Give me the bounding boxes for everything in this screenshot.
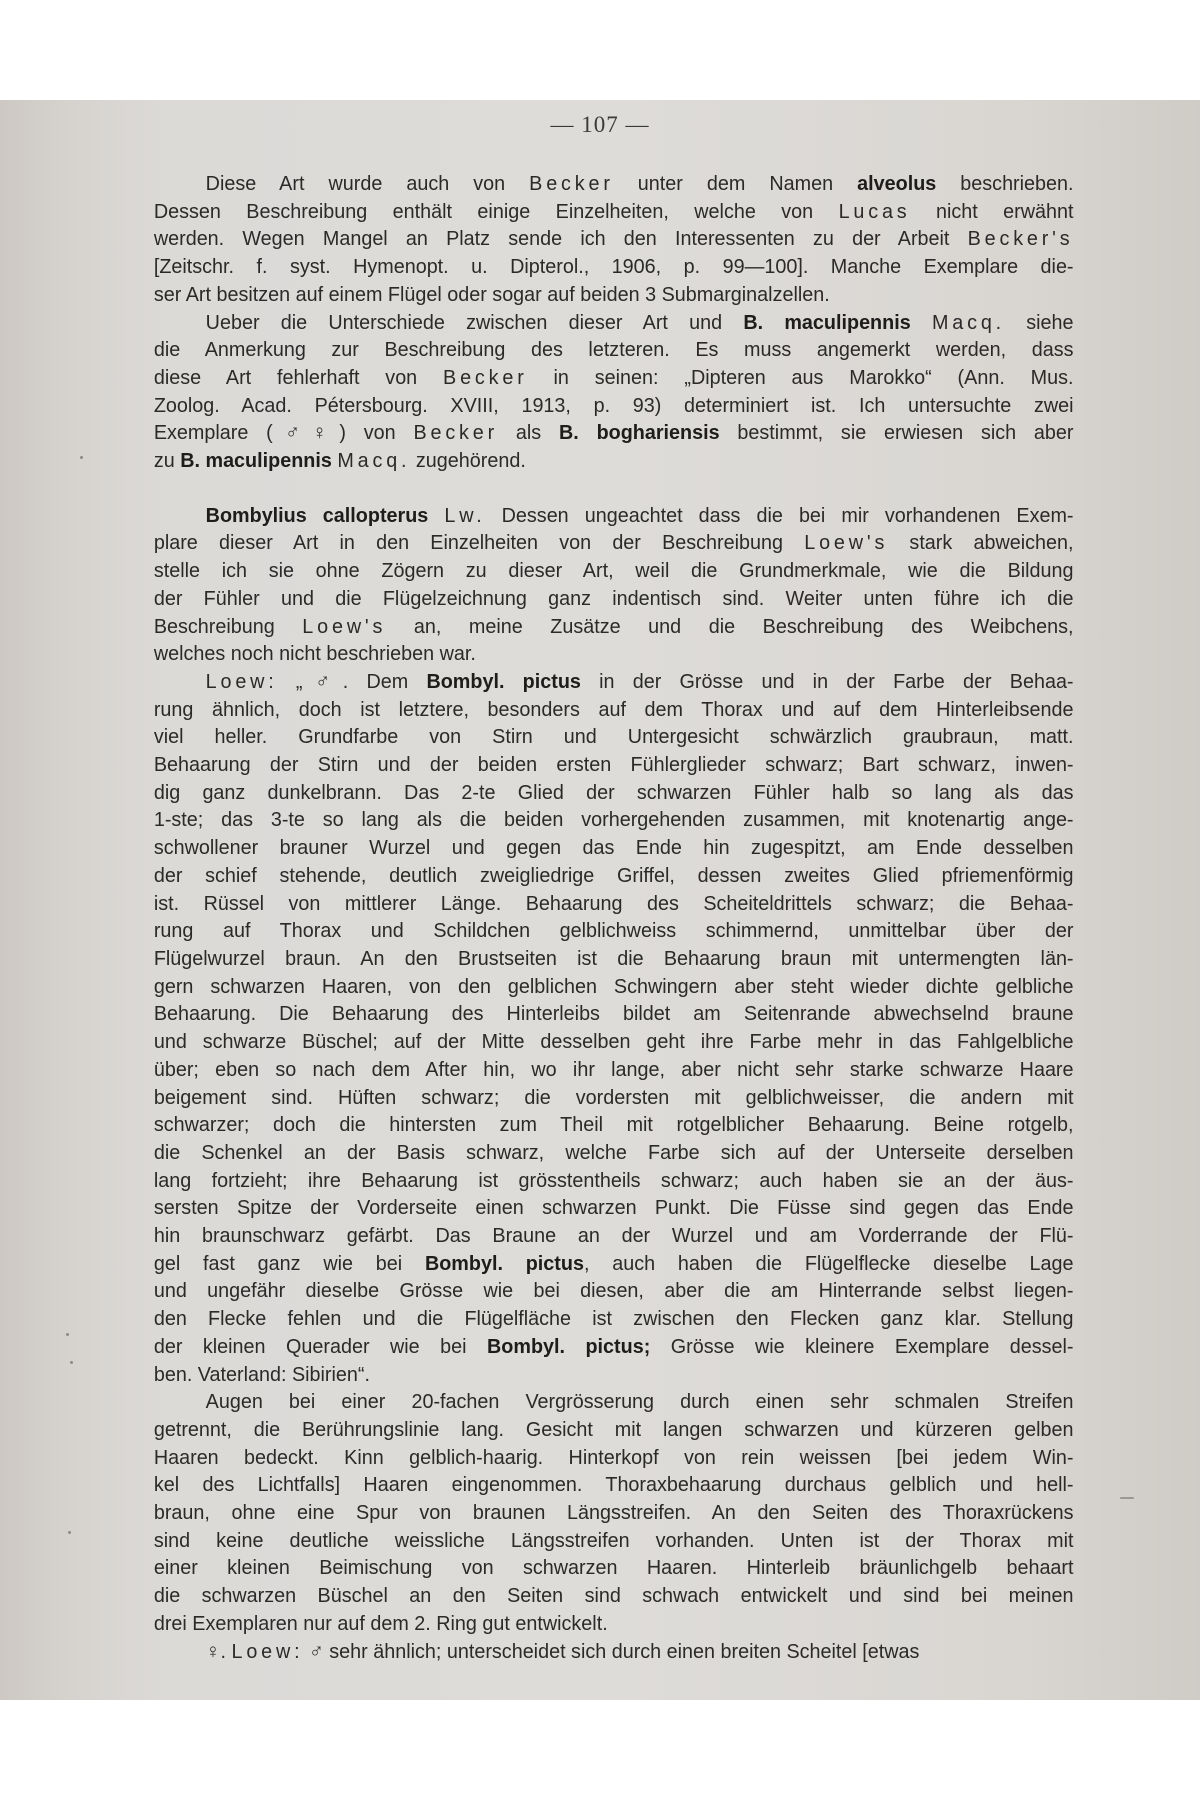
text-line bbox=[102, 1056, 1074, 1084]
text-run: beschrieben. bbox=[936, 172, 1074, 195]
author-name: Macq. bbox=[931, 310, 1005, 334]
text-run: schwarzer; doch die hintersten zum Theil mit rotgelblicher Behaarung. Beine rotgelb, bbox=[153, 1113, 1074, 1137]
text-line bbox=[102, 640, 1074, 668]
text-run: plare dieser Art in den Einzelheiten von der Beschreibung bbox=[153, 531, 805, 555]
text-line bbox=[102, 1222, 1074, 1250]
text-run: der Fühler und die Flügelzeichnung ganz indentisch sind. Weiter unten führe ich die bbox=[153, 586, 1074, 610]
text-run: lang fortzieht; ihre Behaarung ist grösstentheils schwarz; auch haben sie an der äus- bbox=[153, 1168, 1074, 1192]
author-name: Loew: bbox=[231, 1639, 304, 1663]
text-run: Diese Art wurde auch von bbox=[205, 172, 530, 195]
text-run: Augen bei einer 20-fachen Vergrösserung durch einen sehr schmalen Streifen bbox=[205, 1390, 1074, 1414]
text-line bbox=[102, 1610, 1074, 1638]
text-run: Grösse wie kleinere Exemplare dessel- bbox=[650, 1334, 1074, 1358]
author-name: Loew's bbox=[804, 531, 889, 555]
text-run: zu bbox=[153, 449, 181, 473]
text-line bbox=[102, 1277, 1074, 1305]
text-line bbox=[102, 613, 1074, 641]
author-name: Macq. bbox=[337, 449, 411, 473]
text-line bbox=[102, 1194, 1074, 1222]
text-line bbox=[102, 502, 1074, 530]
text-run: ♀. bbox=[205, 1639, 232, 1663]
text-run: Behaarung der Stirn und der beiden ersten Fühlerglieder schwarz; Bart schwarz, inwen- bbox=[153, 753, 1074, 777]
text-run: den Flecke fehlen und die Flügelfläche ist zwischen den Flecken ganz klar. Stellung bbox=[153, 1307, 1074, 1331]
text-line bbox=[102, 198, 1074, 226]
text-line bbox=[102, 1361, 1074, 1389]
text-line bbox=[102, 945, 1074, 973]
text-run: braun, ohne eine Spur von braunen Längsstreifen. An den Seiten des Thoraxrückens bbox=[153, 1501, 1074, 1525]
author-name: Lw. bbox=[444, 503, 486, 527]
page-number: — 107 — bbox=[550, 112, 650, 137]
text-line bbox=[102, 1167, 1074, 1195]
text-line bbox=[102, 336, 1074, 364]
text-run: als bbox=[498, 421, 559, 445]
text-line bbox=[102, 1000, 1074, 1028]
text-run: die schwarzen Büschel an den Seiten sind schwach entwickelt und sind bei meinen bbox=[153, 1584, 1074, 1608]
text-run: die Anmerkung zur Beschreibung des letzteren. Es muss angemerkt werden, dass bbox=[153, 338, 1074, 362]
text-run: dig ganz dunkelbrann. Das 2-te Glied der schwarzen Fühler halb so lang als das bbox=[153, 780, 1074, 804]
author-name: Loew: bbox=[205, 669, 278, 693]
text-line bbox=[102, 1554, 1074, 1582]
text-line bbox=[102, 696, 1074, 724]
text-run: zugehörend. bbox=[410, 449, 526, 473]
text-run: gel fast ganz wie bei bbox=[153, 1251, 425, 1275]
text-run: beigement sind. Hüften schwarz; die vordersten mit gelblichweisser, die andern mit bbox=[153, 1085, 1074, 1109]
taxon-name: alveolus bbox=[857, 172, 937, 195]
text-line bbox=[102, 834, 1074, 862]
author-name: Becker bbox=[413, 421, 499, 445]
text-line bbox=[102, 364, 1074, 392]
text-run: schwollener brauner Wurzel und gegen das Ende hin zugespitzt, am Ende desselben bbox=[153, 836, 1074, 860]
text-line bbox=[102, 529, 1074, 557]
text-line bbox=[102, 1028, 1074, 1056]
text-line bbox=[102, 309, 1074, 337]
text-line bbox=[102, 585, 1074, 613]
taxon-name: Bombyl. pictus; bbox=[487, 1334, 651, 1358]
margin-dot bbox=[70, 1361, 73, 1364]
text-run: rung auf Thorax und Schildchen gelblichweiss schimmernd, unmittelbar über der bbox=[153, 919, 1074, 943]
text-run: die Schenkel an der Basis schwarz, welche Farbe sich auf der Unterseite derselben bbox=[153, 1140, 1074, 1164]
text-line bbox=[102, 751, 1074, 779]
text-run: Behaarung. Die Behaarung des Hinterleibs bildet am Seitenrande abwechselnd braune bbox=[153, 1002, 1074, 1026]
text-run bbox=[428, 504, 444, 527]
text-run: sind keine deutliche weissliche Längsstreifen vorhanden. Unten ist der Thorax mit bbox=[153, 1528, 1074, 1552]
text-run: und ungefähr dieselbe Grösse wie bei diesen, aber die am Hinterrande selbst liegen- bbox=[153, 1279, 1074, 1303]
text-line bbox=[102, 668, 1074, 696]
text-line bbox=[102, 973, 1074, 1001]
text-run: diese Art fehlerhaft von bbox=[153, 365, 444, 389]
text-run: einer kleinen Beimischung von schwarzen Haaren. Hinterleib bräunlichgelb behaart bbox=[153, 1556, 1074, 1580]
text-run: werden. Wegen Mangel an Platz sende ich den Interessenten zu der Arbeit bbox=[153, 227, 968, 251]
paragraph-p1 bbox=[102, 170, 1074, 309]
paragraph-p2 bbox=[102, 309, 1074, 475]
text-run bbox=[911, 311, 932, 334]
text-line bbox=[102, 1416, 1074, 1444]
text-line bbox=[102, 419, 1074, 447]
author-name: Loew's bbox=[302, 614, 387, 638]
text-run: Dessen Beschreibung enthält einige Einzelheiten, welche von bbox=[153, 199, 839, 223]
text-run: Flügelwurzel braun. An den Brustseiten ist die Behaarung braun mit untermengten län- bbox=[153, 946, 1074, 970]
text-run: Exemplare (♂♀) von bbox=[153, 421, 414, 445]
text-run: hin braunschwarz gefärbt. Das Braune an der Wurzel und am Vorderrande der Flü- bbox=[153, 1224, 1074, 1248]
text-run: welches noch nicht beschrieben war. bbox=[153, 642, 476, 666]
text-run: rung ähnlich, doch ist letztere, besonders auf dem Thorax und auf dem Hinterleibsende bbox=[153, 697, 1074, 721]
text-run: stelle ich sie ohne Zögern zu dieser Art, weil die Grundmerkmale, wie die Bildung bbox=[153, 559, 1074, 583]
text-run: der schief stehende, deutlich zweigliedrige Griffel, dessen zweites Glied pfriemenförmig bbox=[153, 863, 1074, 887]
margin-dash bbox=[1120, 1497, 1134, 1499]
text-line bbox=[102, 170, 1074, 198]
text-run: über; eben so nach dem After hin, wo ihr lange, aber nicht sehr starke schwarze Haare bbox=[153, 1057, 1074, 1081]
author-name: Lucas bbox=[838, 199, 911, 223]
text-run: und schwarze Büschel; auf der Mitte desselben geht ihre Farbe mehr in das Fahlgelbliche bbox=[153, 1030, 1074, 1054]
paragraph-p3 bbox=[102, 502, 1074, 668]
text-run: siehe bbox=[1005, 310, 1074, 334]
paragraph-p6 bbox=[102, 1638, 1074, 1666]
body-text bbox=[102, 170, 1074, 1665]
text-run: Dessen ungeachtet dass die bei mir vorhandenen Exem- bbox=[485, 503, 1074, 527]
paragraph-p4 bbox=[102, 668, 1074, 1388]
taxon-name: B. maculipennis bbox=[180, 449, 332, 473]
text-run: ben. Vaterland: Sibirien“. bbox=[153, 1362, 370, 1386]
author-name: Becker bbox=[529, 172, 614, 195]
text-run: nicht erwähnt bbox=[910, 199, 1074, 223]
text-line bbox=[102, 557, 1074, 585]
text-run: sersten Spitze der Vorderseite einen schwarzen Punkt. Die Füsse sind gegen das Ende bbox=[153, 1196, 1074, 1220]
text-line bbox=[102, 253, 1074, 281]
text-run: ser Art besitzen auf einem Flügel oder sogar auf beiden 3 Submarginalzellen. bbox=[153, 282, 830, 306]
text-run: bestimmt, sie erwiesen sich aber bbox=[719, 421, 1074, 445]
taxon-name: Bombylius callopterus bbox=[205, 503, 429, 527]
text-line bbox=[102, 447, 1074, 475]
text-run: , auch haben die Flügelflecke dieselbe Lage bbox=[583, 1251, 1074, 1275]
text-line bbox=[102, 723, 1074, 751]
text-line bbox=[102, 392, 1074, 420]
text-run: stark abweichen, bbox=[888, 531, 1074, 555]
text-run: viel heller. Grundfarbe von Stirn und Untergesicht schwärzlich graubraun, matt. bbox=[153, 725, 1074, 749]
text-run: [Zeitschr. f. syst. Hymenopt. u. Dipterol., 1906, p. 99—100]. Manche Exemplare die- bbox=[153, 255, 1074, 279]
text-line bbox=[102, 1139, 1074, 1167]
paragraph-p5 bbox=[102, 1388, 1074, 1637]
text-run: unter dem Namen bbox=[613, 172, 858, 195]
text-run: Haaren bedeckt. Kinn gelblich-haarig. Hinterkopf von rein weissen [bei jedem Win- bbox=[153, 1445, 1074, 1469]
text-line bbox=[102, 862, 1074, 890]
text-run: an, meine Zusätze und die Beschreibung des Weibchens, bbox=[386, 614, 1074, 638]
taxon-name: B. boghariensis bbox=[558, 421, 720, 445]
text-line bbox=[102, 890, 1074, 918]
text-line bbox=[102, 1305, 1074, 1333]
text-run: kel des Lichtfalls] Haaren eingenommen. Thoraxbehaarung durchaus gelblich und hell- bbox=[153, 1473, 1074, 1497]
text-run: drei Exemplaren nur auf dem 2. Ring gut entwickelt. bbox=[153, 1611, 608, 1635]
text-line bbox=[102, 1582, 1074, 1610]
text-run: Zoolog. Acad. Pétersbourg. XVIII, 1913, p. 93) determiniert ist. Ich untersuchte zwei bbox=[153, 393, 1074, 417]
margin-dot bbox=[80, 456, 83, 459]
author-name: Becker's bbox=[967, 227, 1074, 251]
text-run: in der Grösse und in der Farbe der Behaa- bbox=[580, 669, 1074, 693]
text-line bbox=[102, 779, 1074, 807]
text-run: „♂. Dem bbox=[277, 669, 427, 693]
text-run: ist. Rüssel von mittlerer Länge. Behaarung des Scheiteldrittels schwarz; die Behaa- bbox=[153, 891, 1074, 915]
author-name: Becker bbox=[443, 365, 528, 389]
text-line bbox=[102, 1527, 1074, 1555]
margin-dot bbox=[66, 1333, 69, 1336]
text-line bbox=[102, 917, 1074, 945]
text-line bbox=[102, 1250, 1074, 1278]
text-line bbox=[102, 1111, 1074, 1139]
text-line bbox=[102, 281, 1074, 309]
text-run: getrennt, die Berührungslinie lang. Gesicht mit langen schwarzen und kürzeren gelben bbox=[153, 1417, 1074, 1441]
text-line bbox=[102, 1499, 1074, 1527]
text-run: der kleinen Querader wie bei bbox=[153, 1334, 488, 1358]
page-photo bbox=[0, 100, 1200, 1700]
text-run: in seinen: „Dipteren aus Marokko“ (Ann. Mus. bbox=[527, 365, 1074, 389]
taxon-name: Bombyl. pictus bbox=[426, 669, 581, 693]
text-line bbox=[102, 1444, 1074, 1472]
text-line bbox=[102, 1638, 1074, 1666]
text-run: Ueber die Unterschiede zwischen dieser Art und bbox=[205, 310, 744, 334]
margin-dot bbox=[68, 1531, 71, 1534]
text-run: gern schwarzen Haaren, von den gelblichen Schwingern aber steht wieder dichte gelbliche bbox=[153, 974, 1074, 998]
text-line bbox=[102, 225, 1074, 253]
taxon-name: Bombyl. pictus bbox=[424, 1251, 584, 1275]
text-run: Beschreibung bbox=[153, 614, 303, 638]
text-line bbox=[102, 1388, 1074, 1416]
text-line bbox=[102, 1333, 1074, 1361]
text-line bbox=[102, 1084, 1074, 1112]
text-line bbox=[102, 1471, 1074, 1499]
text-line bbox=[102, 806, 1074, 834]
text-run: 1-ste; das 3-te so lang als die beiden vorhergehenden zusammen, mit knotenartig ange- bbox=[153, 808, 1074, 832]
text-run: ♂ sehr ähnlich; unterscheidet sich durch einen breiten Scheitel [etwas bbox=[303, 1639, 920, 1663]
taxon-name: B. maculipennis bbox=[743, 310, 911, 334]
